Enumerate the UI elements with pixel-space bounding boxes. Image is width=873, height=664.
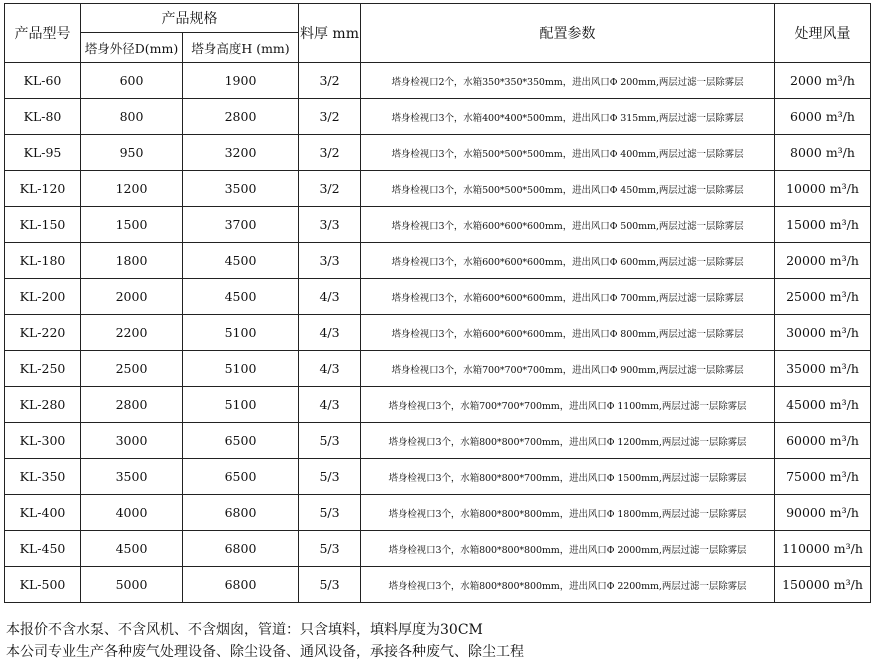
cell-model: KL-450 [5,531,81,567]
cell-model: KL-500 [5,567,81,603]
cell-model: KL-280 [5,387,81,423]
header-model: 产品型号 [5,4,81,63]
cell-airflow: 60000 m³/h [775,423,871,459]
table-row [5,171,871,207]
cell-thickness: 3/2 [299,171,361,207]
cell-airflow: 10000 m³/h [775,171,871,207]
cell-height: 2800 [183,99,299,135]
table-row [5,207,871,243]
cell-thickness: 3/2 [299,135,361,171]
header-height: 塔身高度H (mm) [183,33,299,63]
cell-height: 6800 [183,567,299,603]
cell-height: 6500 [183,423,299,459]
cell-model: KL-180 [5,243,81,279]
cell-thickness: 5/3 [299,459,361,495]
table-body [5,63,871,603]
cell-diameter: 4000 [81,495,183,531]
cell-config: 塔身检视口3个，水箱700*700*700mm，进出风口Φ 900mm,两层过滤一层除雾层 [361,351,775,387]
cell-height: 5100 [183,387,299,423]
cell-diameter: 4500 [81,531,183,567]
cell-config: 塔身检视口3个，水箱600*600*600mm，进出风口Φ 600mm,两层过滤一层除雾层 [361,243,775,279]
cell-model: KL-150 [5,207,81,243]
table-row [5,387,871,423]
cell-height: 3200 [183,135,299,171]
cell-config: 塔身检视口3个，水箱800*800*800mm，进出风口Φ 1800mm,两层过滤一层除雾层 [361,495,775,531]
cell-airflow: 35000 m³/h [775,351,871,387]
cell-config: 塔身检视口3个，水箱800*800*800mm，进出风口Φ 2000mm,两层过滤一层除雾层 [361,531,775,567]
table-row [5,63,871,99]
cell-config: 塔身检视口3个，水箱600*600*600mm，进出风口Φ 800mm,两层过滤一层除雾层 [361,315,775,351]
cell-model: KL-120 [5,171,81,207]
cell-thickness: 5/3 [299,495,361,531]
table-row [5,135,871,171]
cell-height: 3500 [183,171,299,207]
cell-thickness: 4/3 [299,351,361,387]
cell-config: 塔身检视口3个，水箱600*600*600mm，进出风口Φ 500mm,两层过滤一层除雾层 [361,207,775,243]
table-row [5,279,871,315]
cell-diameter: 3000 [81,423,183,459]
cell-airflow: 75000 m³/h [775,459,871,495]
cell-thickness: 4/3 [299,387,361,423]
cell-config: 塔身检视口3个，水箱500*500*500mm，进出风口Φ 450mm,两层过滤一层除雾层 [361,171,775,207]
cell-airflow: 2000 m³/h [775,63,871,99]
cell-config: 塔身检视口3个，水箱500*500*500mm，进出风口Φ 400mm,两层过滤一层除雾层 [361,135,775,171]
cell-config: 塔身检视口3个，水箱800*800*800mm，进出风口Φ 2200mm,两层过滤一层除雾层 [361,567,775,603]
table-row [5,99,871,135]
table-row [5,315,871,351]
cell-height: 1900 [183,63,299,99]
cell-height: 6800 [183,531,299,567]
cell-model: KL-80 [5,99,81,135]
cell-diameter: 1500 [81,207,183,243]
cell-model: KL-350 [5,459,81,495]
cell-airflow: 20000 m³/h [775,243,871,279]
cell-diameter: 5000 [81,567,183,603]
product-spec-table [4,3,871,603]
cell-model: KL-300 [5,423,81,459]
cell-height: 6500 [183,459,299,495]
cell-model: KL-250 [5,351,81,387]
cell-height: 6800 [183,495,299,531]
cell-model: KL-95 [5,135,81,171]
cell-thickness: 3/3 [299,207,361,243]
cell-config: 塔身检视口2个，水箱350*350*350mm，进出风口Φ 200mm,两层过滤一层除雾层 [361,63,775,99]
footer-notes [6,619,524,663]
table-header-row [5,4,871,33]
cell-airflow: 110000 m³/h [775,531,871,567]
cell-diameter: 3500 [81,459,183,495]
cell-diameter: 600 [81,63,183,99]
cell-model: KL-60 [5,63,81,99]
cell-model: KL-220 [5,315,81,351]
cell-airflow: 8000 m³/h [775,135,871,171]
cell-config: 塔身检视口3个，水箱800*800*700mm，进出风口Φ 1200mm,两层过滤一层除雾层 [361,423,775,459]
cell-diameter: 2000 [81,279,183,315]
header-diameter: 塔身外径D(mm) [81,33,183,63]
note-price: 本报价不含水泵、不含风机、不含烟囱，管道：只含填料，填料厚度为30CM [6,622,483,638]
table-row [5,351,871,387]
cell-airflow: 15000 m³/h [775,207,871,243]
cell-thickness: 4/3 [299,315,361,351]
cell-diameter: 800 [81,99,183,135]
header-spec: 产品规格 [81,4,299,33]
cell-diameter: 1200 [81,171,183,207]
cell-diameter: 1800 [81,243,183,279]
cell-thickness: 5/3 [299,531,361,567]
table-row [5,567,871,603]
table-row [5,243,871,279]
cell-model: KL-400 [5,495,81,531]
cell-airflow: 90000 m³/h [775,495,871,531]
table-row [5,531,871,567]
cell-model: KL-200 [5,279,81,315]
cell-airflow: 30000 m³/h [775,315,871,351]
cell-airflow: 45000 m³/h [775,387,871,423]
cell-diameter: 950 [81,135,183,171]
cell-height: 5100 [183,315,299,351]
cell-airflow: 150000 m³/h [775,567,871,603]
table-row [5,459,871,495]
cell-height: 5100 [183,351,299,387]
cell-config: 塔身检视口3个，水箱600*600*600mm，进出风口Φ 700mm,两层过滤一层除雾层 [361,279,775,315]
cell-thickness: 4/3 [299,279,361,315]
cell-thickness: 5/3 [299,423,361,459]
cell-thickness: 3/2 [299,99,361,135]
cell-config: 塔身检视口3个，水箱800*800*700mm，进出风口Φ 1500mm,两层过滤一层除雾层 [361,459,775,495]
cell-thickness: 3/2 [299,63,361,99]
cell-config: 塔身检视口3个，水箱400*400*500mm，进出风口Φ 315mm,两层过滤一层除雾层 [361,99,775,135]
cell-airflow: 25000 m³/h [775,279,871,315]
cell-height: 4500 [183,279,299,315]
header-thickness: 料厚 mm [299,4,361,63]
cell-height: 4500 [183,243,299,279]
table-row [5,495,871,531]
cell-diameter: 2500 [81,351,183,387]
cell-config: 塔身检视口3个，水箱700*700*700mm，进出风口Φ 1100mm,两层过滤一层除雾层 [361,387,775,423]
cell-airflow: 6000 m³/h [775,99,871,135]
header-airflow: 处理风量 [775,4,871,63]
cell-diameter: 2800 [81,387,183,423]
cell-thickness: 5/3 [299,567,361,603]
table-row [5,423,871,459]
cell-diameter: 2200 [81,315,183,351]
cell-thickness: 3/3 [299,243,361,279]
note-company: 本公司专业生产各种废气处理设备、除尘设备、通风设备，承接各种废气、除尘工程 [6,644,524,660]
cell-height: 3700 [183,207,299,243]
header-config: 配置参数 [361,4,775,63]
